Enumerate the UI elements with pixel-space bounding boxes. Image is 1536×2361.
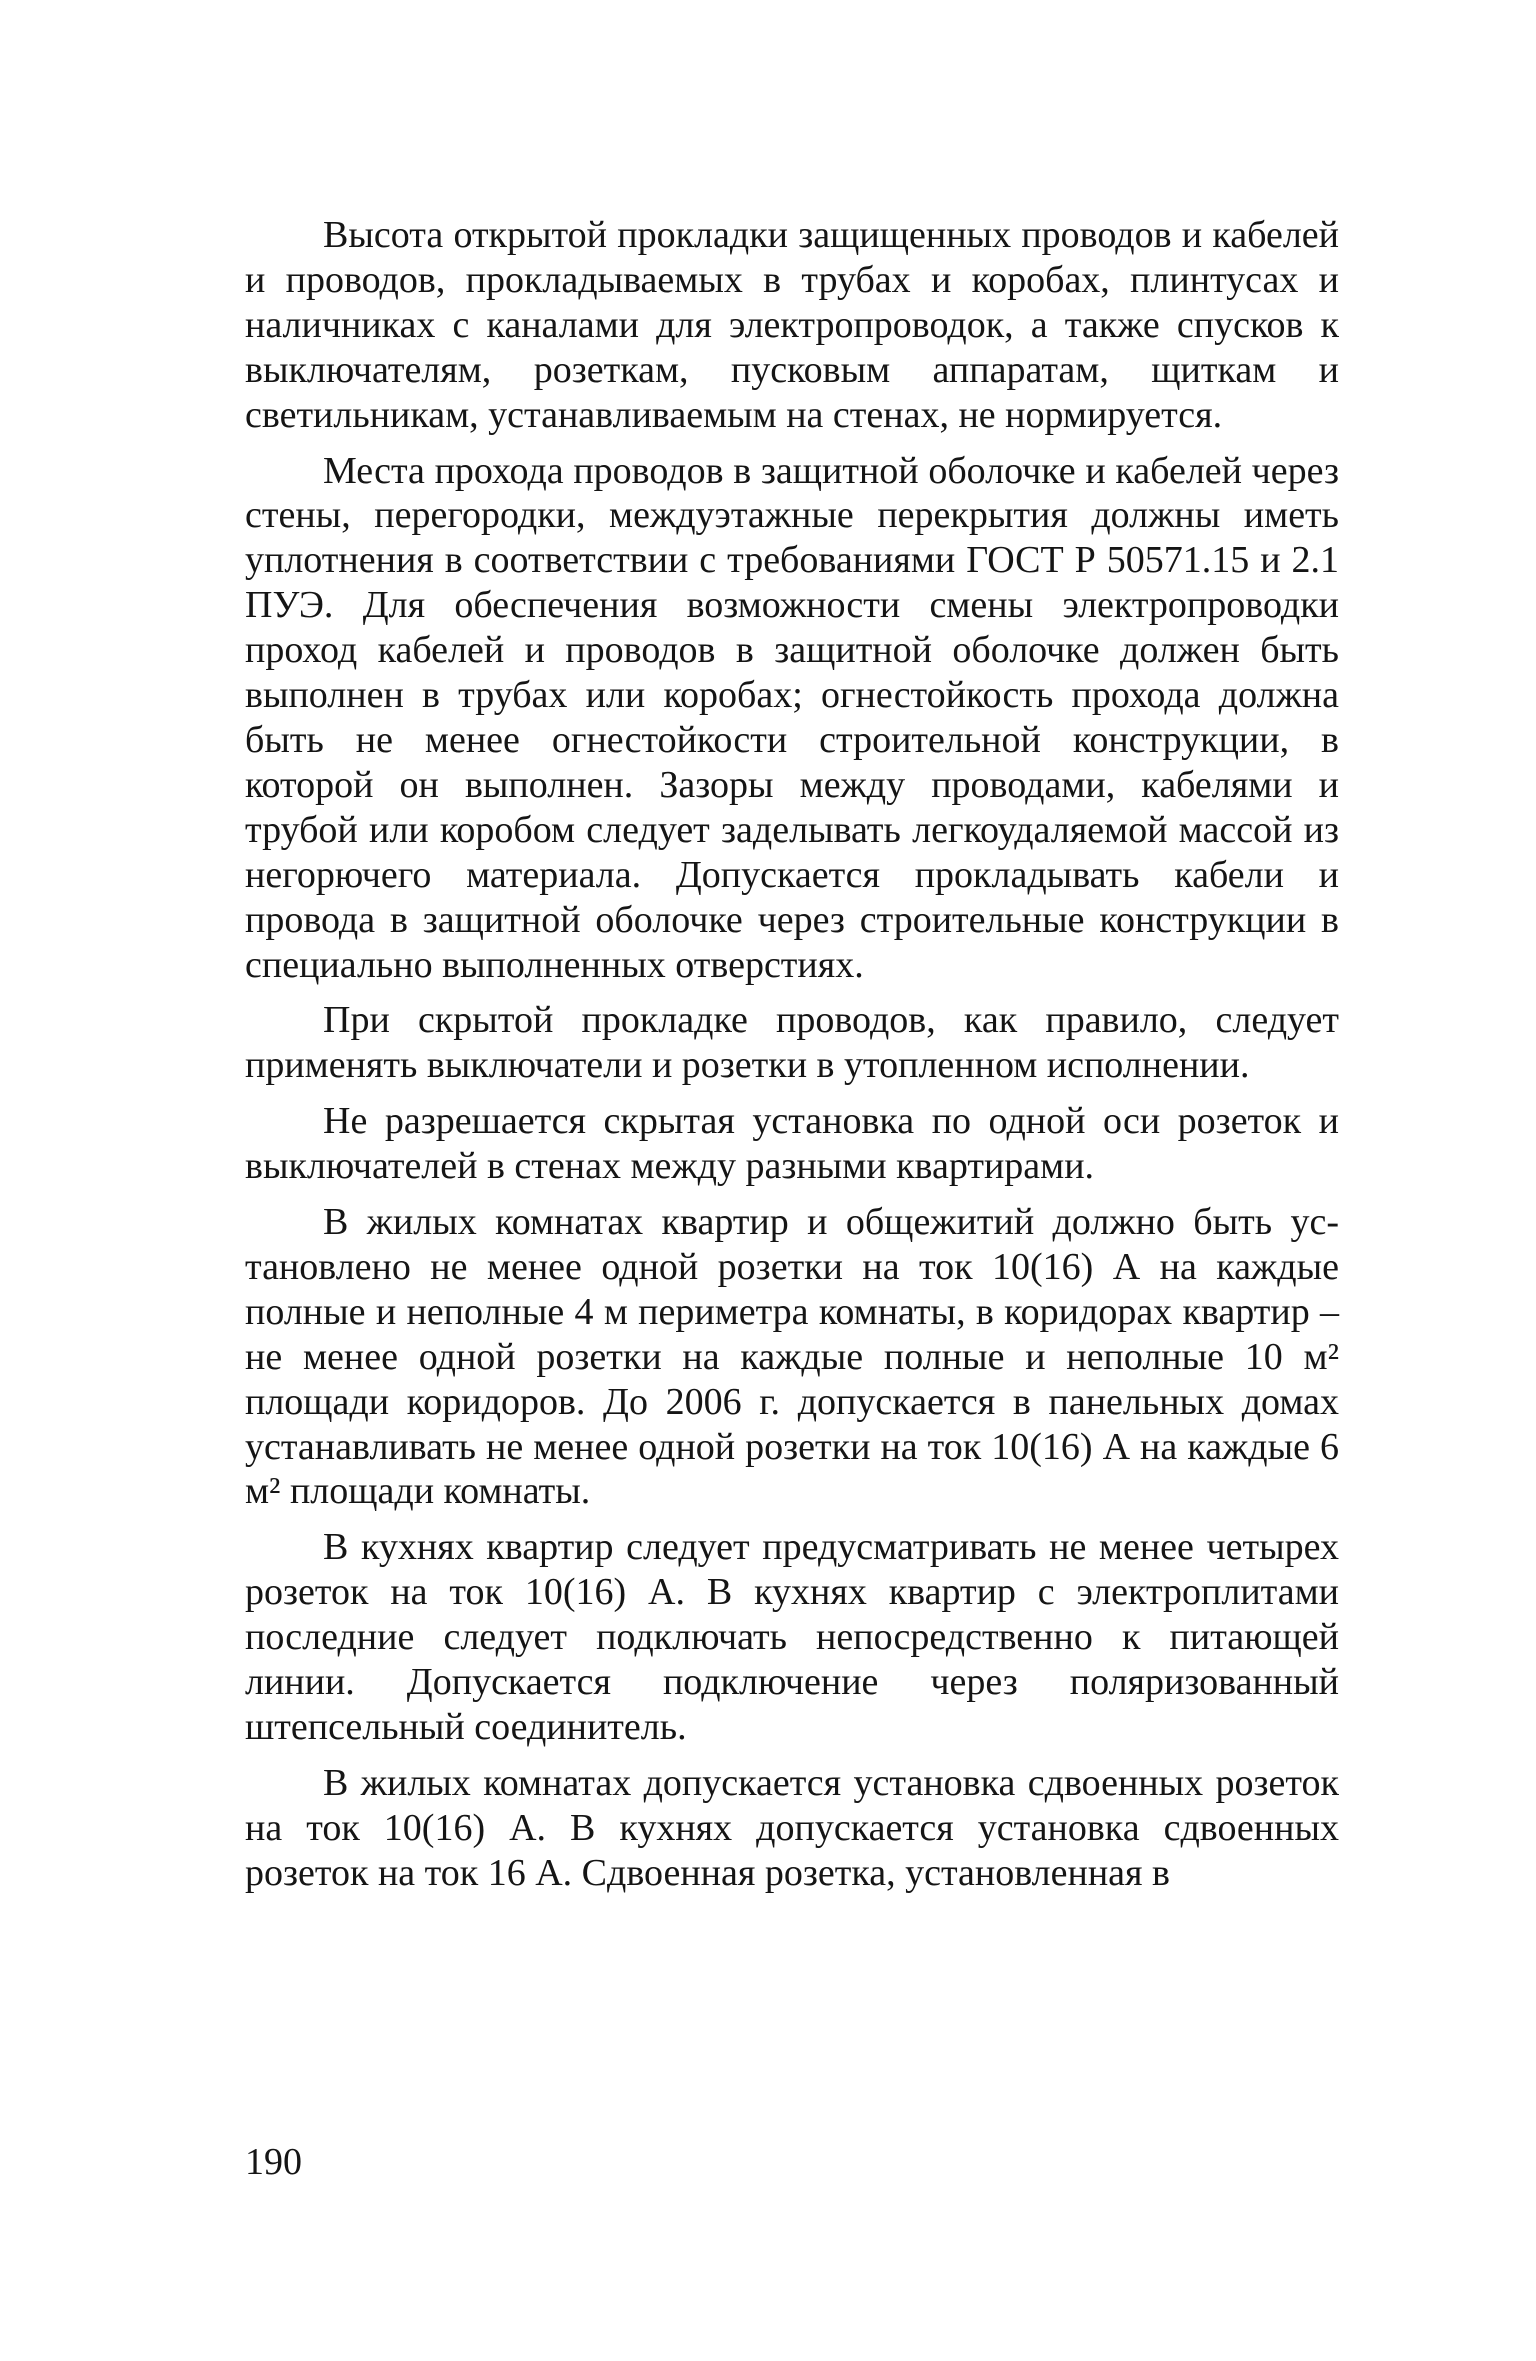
paragraph-6: В кухнях квартир следует предусматривать не менее четырех розеток на ток 10(16) А. В кухнях квартир с электроплитами последние следует подключать непосредственно к питающей линии. Допускается подключение через поляризованный штепсельный соединитель. [245,1526,1339,1748]
paragraph-2: Места прохода проводов в защитной оболочке и кабелей через стены, перегородки, междуэтажные перекрытия должны иметь уплотнения в соответствии с требованиями ГОСТ Р 50571.15 и 2.1 ПУЭ. Для обеспечения возможности смены электропроводки проход кабелей и проводов в защитной оболочке должен быть выполнен в трубах или коробах; огнестойкость прохода должна быть не менее огнестойкости строительной конструкции, в которой он выполнен. Зазоры между проводами, кабелями и трубой или коробом следует заделывать легкоудаляемой массой из негорючего материала. Допускается прокладывать кабели и провода в защитной оболочке через строительные конструкции в специально выполненных отверстиях. [245,449,1339,986]
paragraph-7: В жилых комнатах допускается установка сдвоенных розеток на ток 10(16) А. В кухнях допускается установка сдвоенных розеток на ток 16 А. Сдвоенная розетка, установленная в [245,1761,1339,1894]
paragraph-4: Не разрешается скрытая установка по одной оси розеток и выключателей в стенах между разными квартирами. [245,1100,1339,1188]
paragraph-5: В жилых комнатах квартир и общежитий должно быть установлено не менее одной розетки на ток 10(16) А на каждые полные и неполные 4 м периметра комнаты, в коридорах квартир – не менее одной розетки на каждые полные и неполные 10 м² площади коридоров. До 2006 г. допускается в панельных домах устанавливать не менее одной розетки на ток 10(16) А на каждые 6 м² площади комнаты. [245,1201,1339,1513]
page-number: 190 [245,2141,302,2183]
paragraph-3: При скрытой прокладке проводов, как правило, следует применять выключатели и розетки в утопленном исполнении. [245,999,1339,1087]
body-text [245,213,1339,1896]
paragraph-1: Высота открытой прокладки защищенных проводов и кабелей и проводов, прокладываемых в трубах и коробах, плинтусах и наличниках с каналами для электропроводок, а также спусков к выключателям, розеткам, пусковым аппаратам, щиткам и светильникам, устанавливаемым на стенах, не нормируется. [245,214,1339,436]
